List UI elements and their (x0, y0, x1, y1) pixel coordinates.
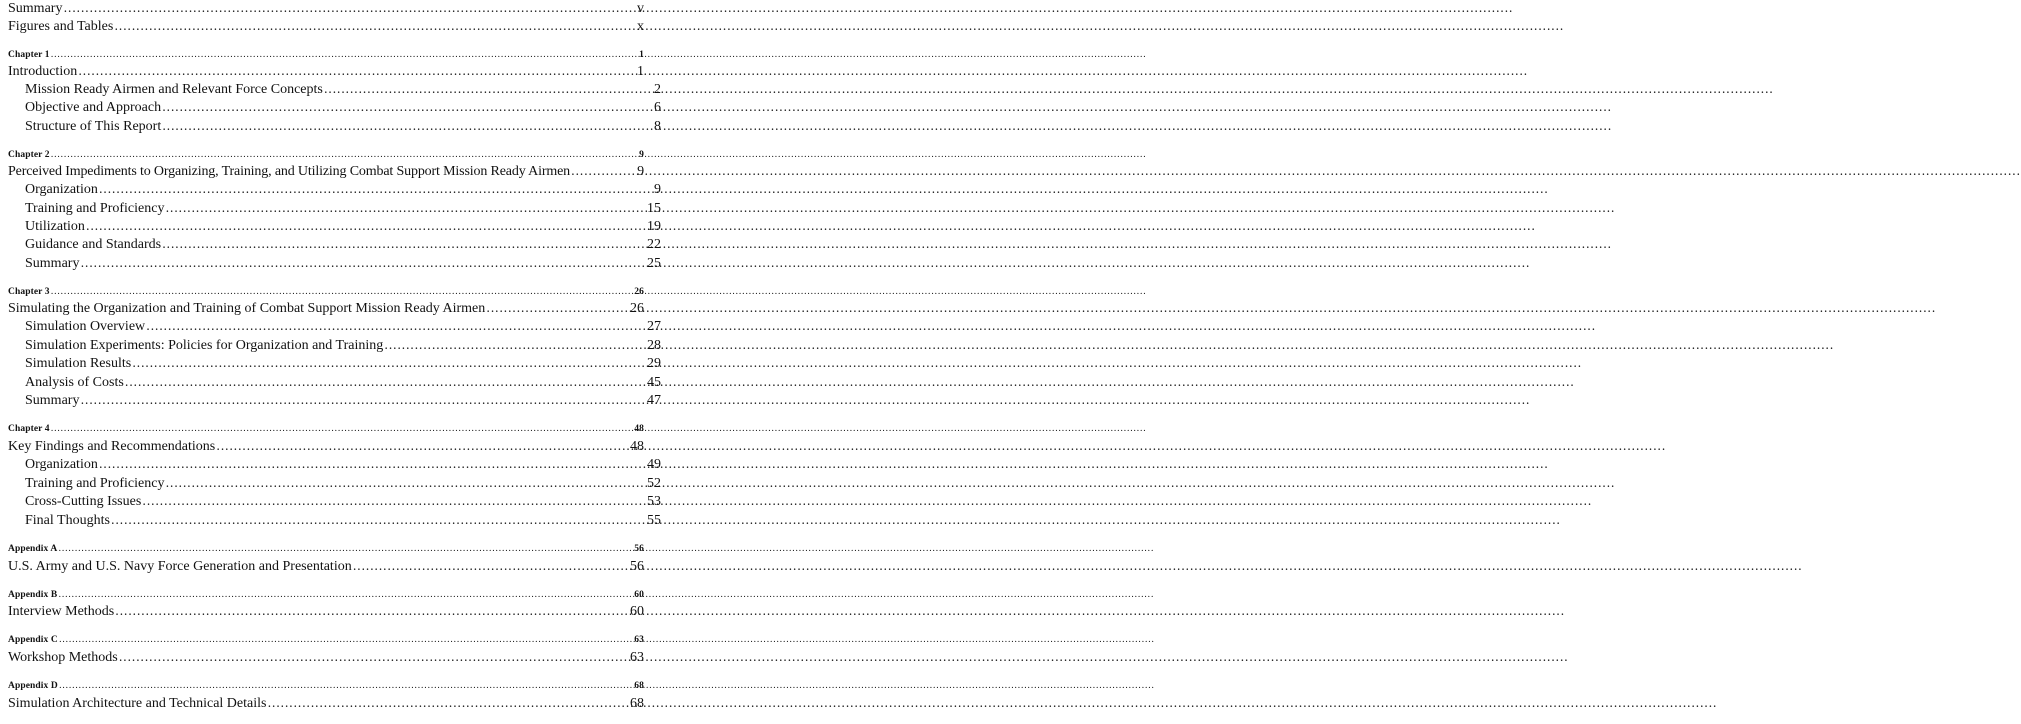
chapter-label: Chapter 4 (8, 424, 50, 434)
toc-entry-page: 55 (647, 513, 661, 528)
appendix-label: Appendix A (8, 544, 58, 554)
toc-entry-page: 48 (634, 424, 644, 434)
toc-entry-page: 8 (654, 119, 661, 134)
section-title: Analysis of Costs (25, 375, 124, 390)
section-entry[interactable] (0, 393, 661, 409)
dot-leader (86, 219, 646, 233)
dot-leader (51, 287, 634, 297)
dot-leader (486, 301, 629, 315)
appendix-b-label[interactable] (0, 590, 644, 600)
dot-leader (125, 375, 646, 389)
section-entry[interactable] (0, 237, 661, 253)
dot-leader (51, 50, 639, 60)
chapter-label: Chapter 3 (8, 287, 50, 297)
toc-entry-page: 48 (630, 439, 644, 454)
toc-entry-page: 26 (634, 287, 644, 297)
section-entry[interactable] (0, 100, 661, 116)
toc-entry-page: v (637, 1, 644, 16)
toc-entry-page: 60 (630, 604, 644, 619)
chapter-2-label[interactable] (0, 150, 644, 160)
appendix-c-label[interactable] (0, 635, 644, 645)
toc-entry-page: 60 (634, 590, 644, 600)
dot-leader (59, 681, 633, 691)
section-title: Cross-Cutting Issues (25, 494, 142, 509)
section-entry[interactable] (0, 182, 661, 198)
chapter-title: Simulating the Organization and Training of Combat Support Mission Ready Airmen (8, 301, 486, 316)
section-entry[interactable] (0, 219, 661, 235)
dot-leader (267, 696, 629, 710)
toc-entry-page: 53 (647, 494, 661, 509)
chapter-3-title[interactable] (0, 301, 644, 317)
section-title: Final Thoughts (25, 513, 110, 528)
toc-entry-page: 52 (647, 476, 661, 491)
appendix-label: Appendix C (8, 635, 58, 645)
appendix-label: Appendix B (8, 590, 58, 600)
toc-entry-page: 19 (647, 219, 661, 234)
dot-leader (162, 119, 653, 133)
section-title: Guidance and Standards (25, 237, 162, 252)
section-title: Organization (25, 457, 98, 472)
section-entry[interactable] (0, 82, 661, 98)
section-entry[interactable] (0, 476, 661, 492)
appendix-title: Workshop Methods (8, 650, 118, 665)
dot-leader (146, 319, 646, 333)
appendix-title: Simulation Architecture and Technical Details (8, 696, 267, 711)
dot-leader (51, 150, 639, 160)
dot-leader (132, 356, 646, 370)
toc-entry-page: 1 (639, 50, 644, 60)
toc-entry-summary[interactable] (0, 1, 644, 17)
section-title: Simulation Experiments: Policies for Organization and Training (25, 338, 384, 353)
dot-leader (114, 19, 636, 33)
appendix-c-title[interactable] (0, 650, 644, 666)
appendix-title: Interview Methods (8, 604, 115, 619)
section-title: Summary (25, 256, 80, 271)
dot-leader (216, 439, 629, 453)
table-of-contents (0, 0, 661, 724)
chapter-title: Introduction (8, 64, 78, 79)
toc-entry-page: 63 (630, 650, 644, 665)
section-title: Structure of This Report (25, 119, 162, 134)
dot-leader (51, 424, 634, 434)
chapter-4-label[interactable] (0, 424, 644, 434)
dot-leader (162, 100, 653, 114)
toc-entry-page: 63 (634, 635, 644, 645)
section-title: Organization (25, 182, 98, 197)
appendix-d-label[interactable] (0, 681, 644, 691)
dot-leader (80, 256, 646, 270)
dot-leader (165, 201, 646, 215)
toc-entry-page: 56 (634, 544, 644, 554)
section-title: Training and Proficiency (25, 476, 165, 491)
toc-entry-page: 47 (647, 393, 661, 408)
toc-entry-page: 45 (647, 375, 661, 390)
dot-leader (80, 393, 646, 407)
dot-leader (111, 513, 646, 527)
toc-entry-page: 25 (647, 256, 661, 271)
section-title: Simulation Results (25, 356, 132, 371)
toc-entry-page: x (637, 19, 644, 34)
toc-entry-page: 56 (630, 559, 644, 574)
section-title: Training and Proficiency (25, 201, 165, 216)
toc-entry-title: Summary (8, 1, 63, 16)
toc-entry-figures-and-tables[interactable] (0, 19, 644, 35)
section-title: Simulation Overview (25, 319, 146, 334)
toc-entry-page: 1 (637, 64, 644, 79)
appendix-d-title[interactable] (0, 696, 644, 712)
toc-entry-page: 9 (639, 150, 644, 160)
dot-leader (99, 182, 653, 196)
dot-leader (58, 544, 633, 554)
dot-leader (58, 590, 633, 600)
dot-leader (78, 64, 636, 78)
section-entry[interactable] (0, 319, 661, 335)
toc-entry-page: 9 (654, 182, 661, 197)
appendix-b-title[interactable] (0, 604, 644, 620)
chapter-label: Chapter 1 (8, 50, 50, 60)
dot-leader (142, 494, 646, 508)
dot-leader (99, 457, 646, 471)
toc-entry-page: 2 (654, 82, 661, 97)
toc-entry-page: 28 (647, 338, 661, 353)
dot-leader (162, 237, 646, 251)
dot-leader (63, 1, 636, 15)
section-entry[interactable] (0, 375, 661, 391)
toc-entry-page: 15 (647, 201, 661, 216)
appendix-label: Appendix D (8, 681, 58, 691)
dot-leader (165, 476, 646, 490)
dot-leader (119, 650, 629, 664)
dot-leader (59, 635, 633, 645)
section-entry[interactable] (0, 457, 661, 473)
dot-leader (324, 82, 653, 96)
chapter-title: Key Findings and Recommendations (8, 439, 216, 454)
appendix-title: U.S. Army and U.S. Navy Force Generation and Presentation (8, 559, 352, 574)
section-title: Mission Ready Airmen and Relevant Force Concepts (25, 82, 323, 97)
section-entry[interactable] (0, 256, 661, 272)
section-title: Summary (25, 393, 80, 408)
chapter-title: Perceived Impediments to Organizing, Training, and Utilizing Combat Support Mission Ready Airmen (8, 164, 571, 179)
dot-leader (115, 604, 629, 618)
chapter-1-title[interactable] (0, 64, 644, 80)
section-entry[interactable] (0, 356, 661, 372)
appendix-a-title[interactable] (0, 559, 644, 575)
toc-entry-page: 6 (654, 100, 661, 115)
dot-leader (353, 559, 629, 573)
toc-entry-page: 68 (634, 681, 644, 691)
dot-leader (384, 338, 646, 352)
section-title: Utilization (25, 219, 85, 234)
chapter-4-title[interactable] (0, 439, 644, 455)
toc-entry-page: 26 (630, 301, 644, 316)
toc-entry-page: 68 (630, 696, 644, 711)
section-title: Objective and Approach (25, 100, 162, 115)
chapter-3-label[interactable] (0, 287, 644, 297)
appendix-a-label[interactable] (0, 544, 644, 554)
section-entry[interactable] (0, 338, 661, 354)
toc-entry-title: Figures and Tables (8, 19, 114, 34)
toc-entry-page: 22 (647, 237, 661, 252)
toc-entry-page: 29 (647, 356, 661, 371)
dot-leader (571, 164, 636, 178)
toc-entry-page: 49 (647, 457, 661, 472)
chapter-label: Chapter 2 (8, 150, 50, 160)
toc-entry-page: 9 (637, 164, 644, 179)
section-entry[interactable] (0, 494, 661, 510)
toc-entry-page: 27 (647, 319, 661, 334)
section-entry[interactable] (0, 513, 661, 529)
chapter-1-label[interactable] (0, 50, 644, 60)
section-entry[interactable] (0, 119, 661, 135)
chapter-2-title[interactable] (0, 164, 644, 180)
section-entry[interactable] (0, 201, 661, 217)
